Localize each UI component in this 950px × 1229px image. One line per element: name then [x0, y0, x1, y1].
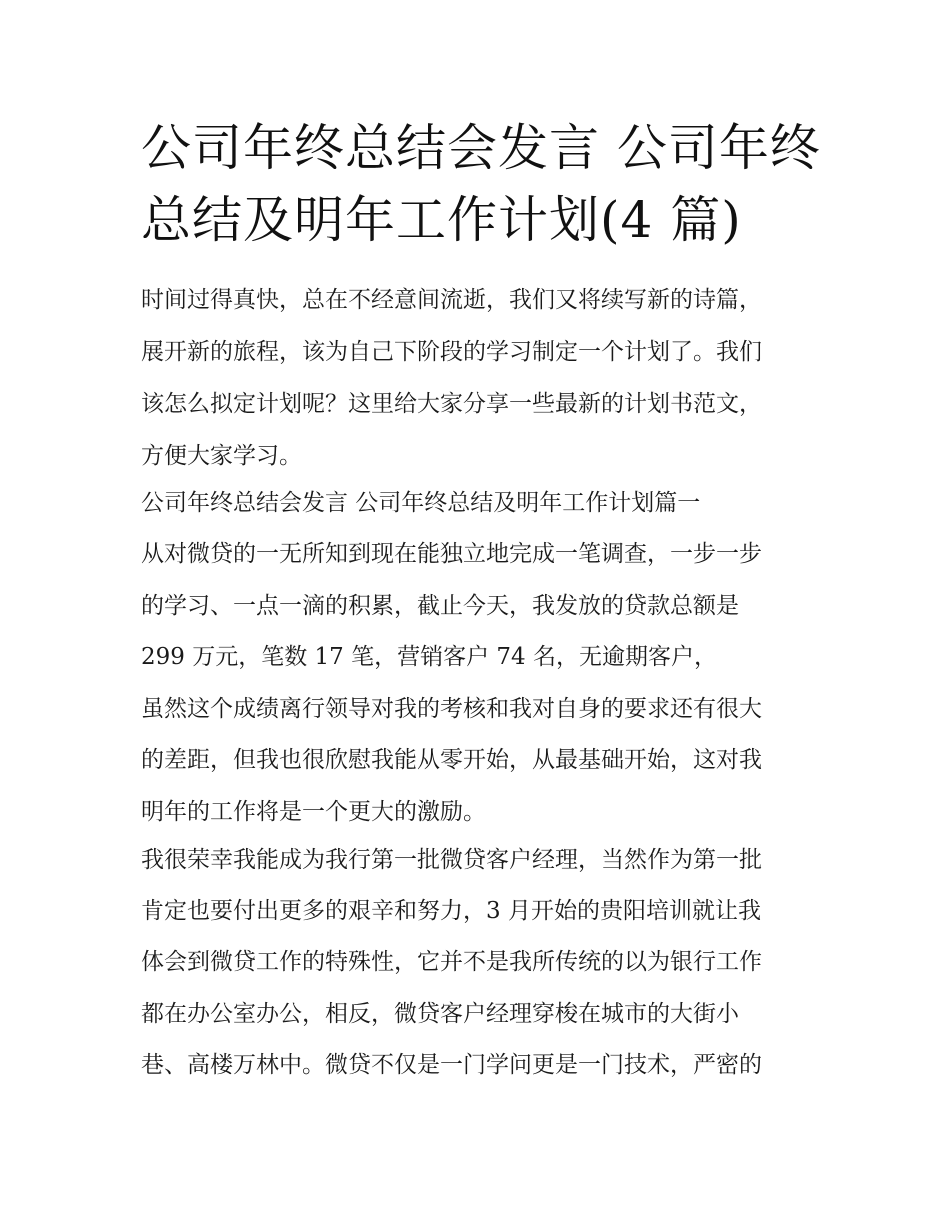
paragraph-line: 该怎么拟定计划呢？这里给大家分享一些最新的计划书范文，: [141, 391, 762, 417]
paragraph-line: 时间过得真快，总在不经意间流逝，我们又将续写新的诗篇，: [141, 287, 762, 313]
section-heading: 公司年终总结会发言 公司年终总结及明年工作计划篇一: [141, 490, 701, 516]
paragraph-line: 都在办公室办公，相反，微贷客户经理穿梭在城市的大街小: [141, 1001, 739, 1027]
paragraph-line: 巷、高楼万林中。微贷不仅是一门学问更是一门技术，严密的: [141, 1052, 762, 1078]
paragraph-line: 明年的工作将是一个更大的激励。: [141, 799, 486, 825]
title-line-2: 总结及明年工作计划(4 篇): [141, 191, 742, 249]
title-line-1: 公司年终总结会发言 公司年终: [141, 119, 821, 177]
paragraph-line: 体会到微贷工作的特殊性，它并不是我所传统的以为银行工作: [141, 949, 762, 975]
paragraph-line: 的学习、一点一滴的积累，截止今天，我发放的贷款总额是: [141, 593, 739, 619]
document-title: [141, 112, 821, 256]
paragraph-line: 我很荣幸我能成为我行第一批微贷客户经理，当然作为第一批: [141, 847, 762, 873]
paragraph-line: 从对微贷的一无所知到现在能独立地完成一笔调查，一步一步: [141, 541, 762, 567]
paragraph-line: 虽然这个成绩离行领导对我的考核和我对自身的要求还有很大: [141, 696, 762, 722]
paragraph-line: 展开新的旅程，该为自己下阶段的学习制定一个计划了。我们: [141, 339, 762, 365]
paragraph-line: 方便大家学习。: [141, 443, 302, 469]
paragraph-line: 299 万元，笔数 17 笔，营销客户 74 名，无逾期客户，: [141, 644, 717, 670]
paragraph-line: 肯定也要付出更多的艰辛和努力，3 月开始的贵阳培训就让我: [141, 898, 761, 924]
paragraph-line: 的差距，但我也很欣慰我能从零开始，从最基础开始，这对我: [141, 747, 762, 773]
